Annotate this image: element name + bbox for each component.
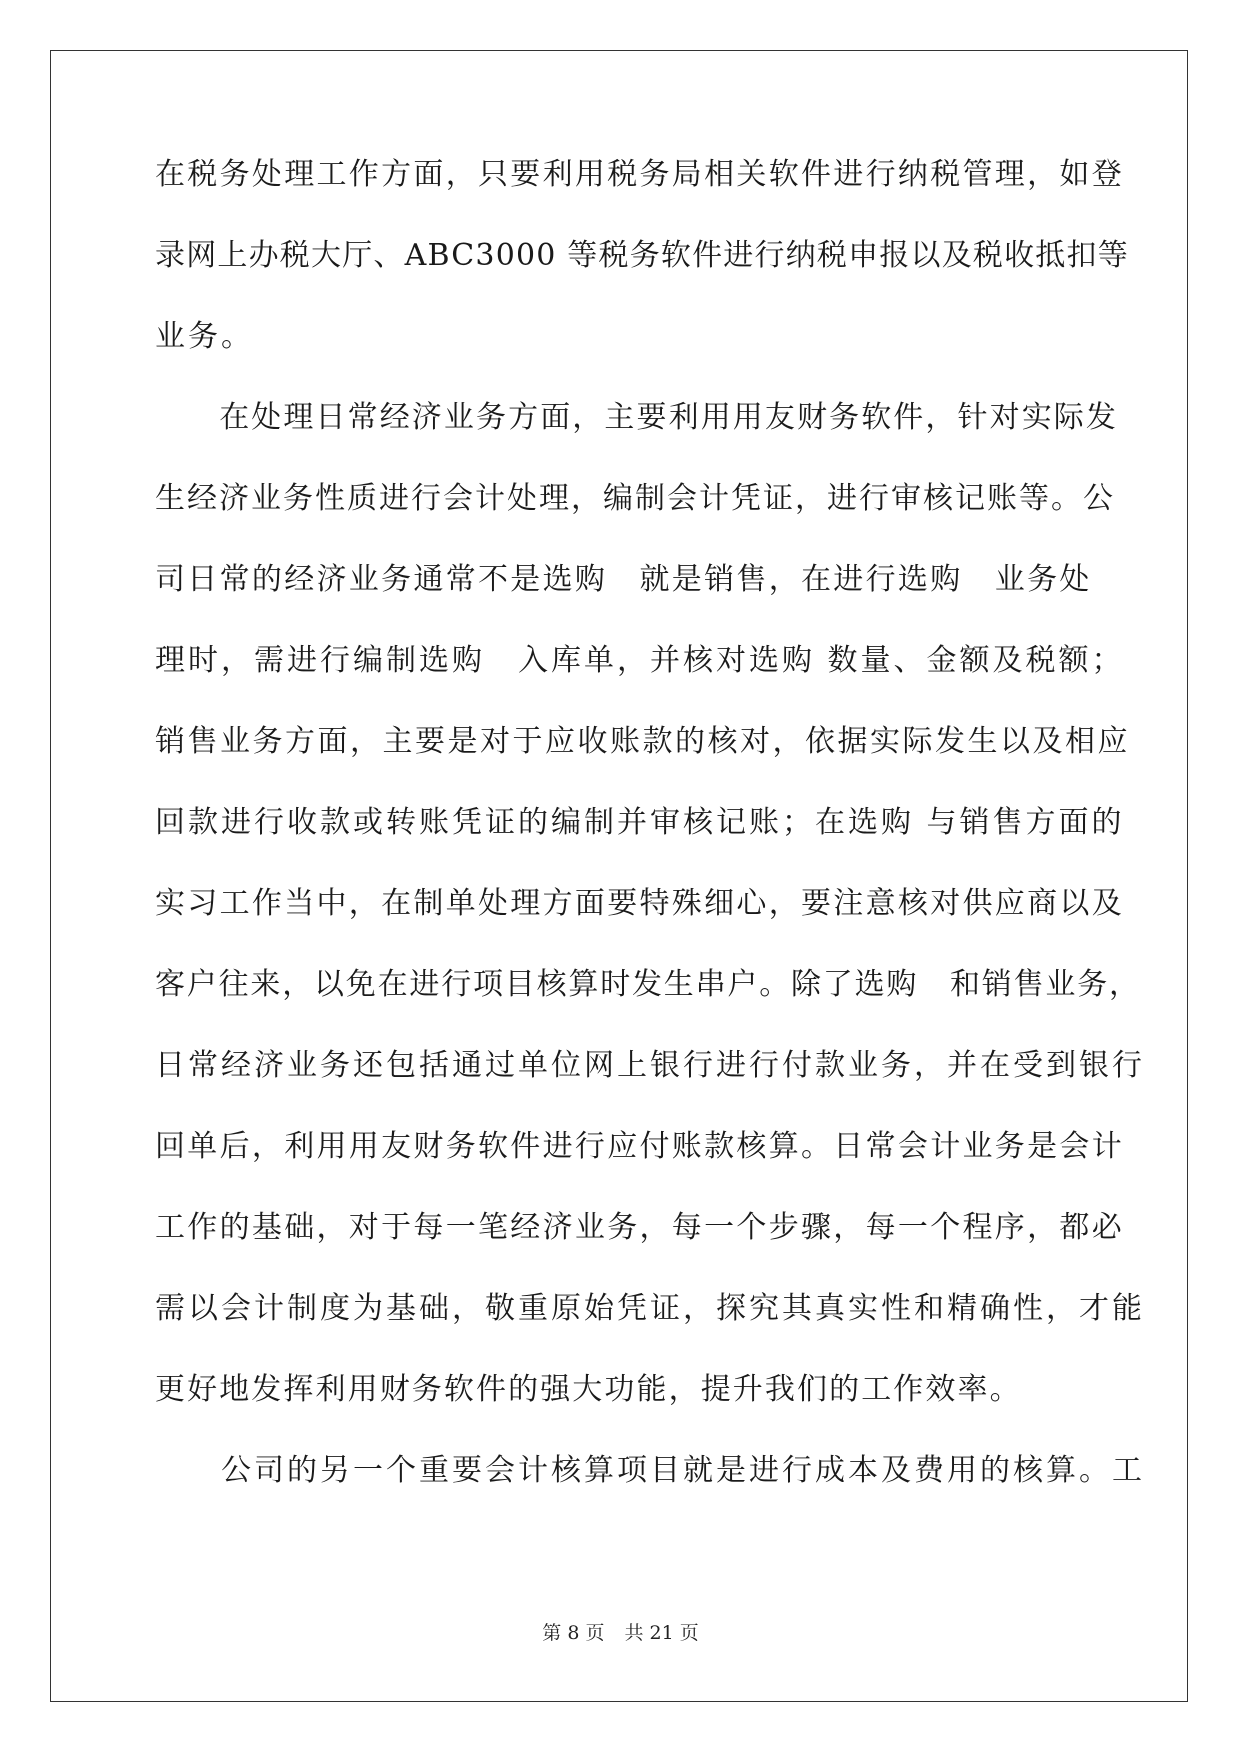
document-body [155,157,1145,1537]
page-total: 共 21 页 [624,1622,699,1644]
text-line: 回单后，利用用友财务软件进行应付账款核算。日常会计业务是会计 [155,1129,1124,1164]
text-line: 工作的基础，对于每一笔经济业务，每一个步骤，每一个程序，都必 [155,1210,1124,1245]
text-line: 业务。 [155,319,254,354]
text-line: 回款进行收款或转账凭证的编制并审核记账；在选购 与销售方面的 [155,805,1125,840]
text-line: 在税务处理工作方面，只要利用税务局相关软件进行纳税管理，如登 [155,157,1124,192]
text-line: 实习工作当中，在制单处理方面要特殊细心，要注意核对供应商以及 [155,886,1124,921]
text-line: 生经济业务性质进行会计处理，编制会计凭证，进行审核记账等。公 [155,481,1115,516]
text-line: 客户往来，以免在进行项目核算时发生串户。除了选购 和销售业务， [155,967,1141,1002]
text-line: 司日常的经济业务通常不是选购 就是销售，在进行选购 业务处 [155,562,1092,597]
text-line: 在处理日常经济业务方面，主要利用用友财务软件，针对实际发 [155,400,1118,435]
page-number: 第 8 页 [542,1622,605,1644]
page-footer [0,1618,1241,1645]
text-line: 公司的另一个重要会计核算项目就是进行成本及费用的核算。工 [155,1453,1145,1488]
text-line: 需以会计制度为基础，敬重原始凭证，探究其真实性和精确性，才能 [155,1291,1145,1326]
text-line: 理时，需进行编制选购 入库单，并核对选购 数量、金额及税额； [155,643,1125,678]
text-line: 销售业务方面，主要是对于应收账款的核对，依据实际发生以及相应 [155,724,1130,759]
text-line: 录网上办税大厅、ABC3000 等税务软件进行纳税申报以及税收抵扣等 [155,238,1129,273]
text-line: 更好地发挥利用财务软件的强大功能，提升我们的工作效率。 [155,1372,1022,1407]
text-line: 日常经济业务还包括通过单位网上银行进行付款业务，并在受到银行 [155,1048,1145,1083]
